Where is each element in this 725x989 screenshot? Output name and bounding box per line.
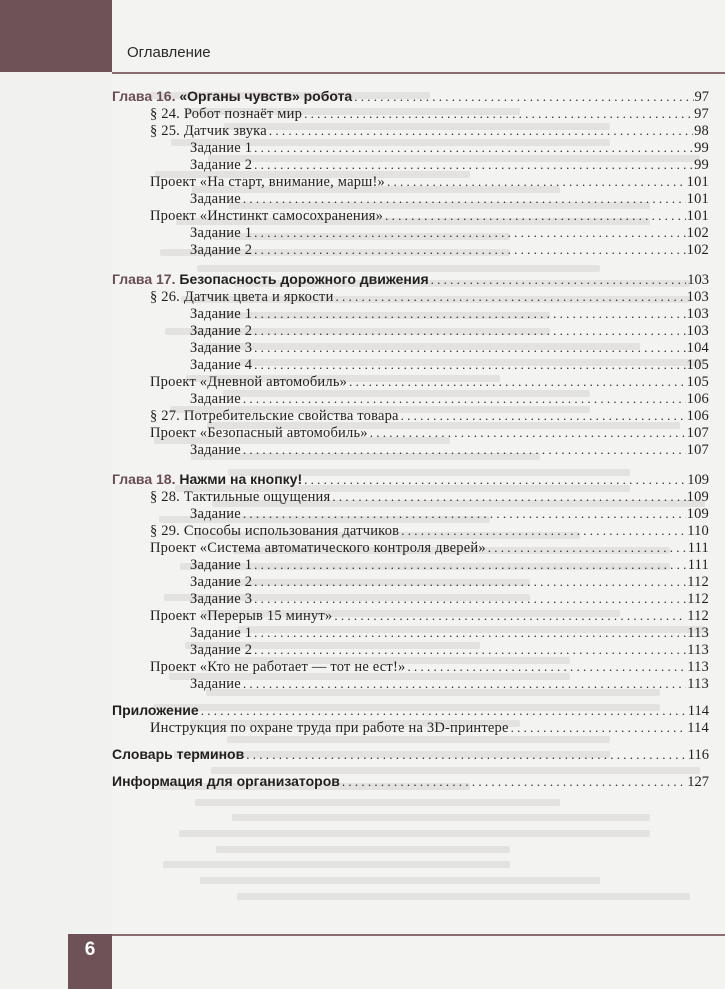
- toc-page-number: 111: [687, 557, 709, 573]
- toc-entry-label: [190, 357, 254, 374]
- toc-page-number: 101: [686, 208, 709, 224]
- toc-page-number: 113: [687, 659, 709, 675]
- leader-dots: [254, 641, 686, 658]
- toc-page-number: 105: [686, 357, 709, 373]
- toc-page-number: 109: [686, 506, 709, 522]
- leader-dots: [370, 424, 686, 441]
- toc-page-number: 127: [687, 774, 709, 790]
- chapter-number: Глава 17.: [112, 271, 176, 287]
- leader-dots: [401, 407, 686, 424]
- toc-entry-text: Словарь терминов: [112, 746, 245, 762]
- leader-dots: [304, 105, 693, 122]
- toc-entry-text: § 24. Робот познаёт мир: [150, 106, 303, 122]
- toc-entry-task[interactable]: [112, 356, 709, 373]
- leader-dots: [254, 305, 685, 322]
- toc-entry-text: Инструкция по охране труда при работе на 3D-принтере: [150, 720, 509, 736]
- toc-page-number: 101: [686, 174, 709, 190]
- show-through-line: [195, 799, 560, 806]
- toc-entry-label: [190, 591, 254, 608]
- toc-entry-text: Задание 1: [190, 140, 253, 156]
- toc-entry-text: Задание 2: [190, 642, 253, 658]
- chapter-number: Глава 18.: [112, 471, 176, 487]
- toc-entry-label: [190, 323, 254, 340]
- leader-dots: [243, 441, 686, 458]
- toc-entry-label: [150, 540, 488, 557]
- leader-dots: [254, 139, 693, 156]
- toc-entry-task[interactable]: [112, 322, 709, 339]
- toc-entry-label: [150, 208, 385, 225]
- toc-entry-project[interactable]: [112, 539, 709, 556]
- toc-entry-section[interactable]: [112, 407, 709, 424]
- leader-dots: [304, 471, 686, 488]
- toc-entry-label: [190, 642, 254, 659]
- toc-entry-top[interactable]: [112, 702, 709, 719]
- toc-entry-project[interactable]: [112, 207, 709, 224]
- toc-entry-text: Задание: [190, 676, 241, 692]
- toc-page-number: 105: [686, 374, 709, 390]
- toc-page-number: 109: [686, 489, 709, 505]
- toc-entry-text: Задание: [190, 442, 241, 458]
- toc-entry-label: [190, 157, 254, 174]
- leader-dots: [385, 207, 686, 224]
- show-through-line: [237, 893, 690, 900]
- leader-dots: [201, 702, 687, 719]
- toc-entry-label: [150, 374, 349, 391]
- toc-page-number: 99: [694, 140, 709, 156]
- toc-entry-section[interactable]: [112, 488, 709, 505]
- toc-entry-task[interactable]: [112, 139, 709, 156]
- toc-entry-text: Задание: [190, 191, 241, 207]
- toc-page-number: 106: [686, 391, 709, 407]
- leader-dots: [254, 356, 685, 373]
- toc-entry-text: Задание 2: [190, 157, 253, 173]
- toc-entry-text: Задание 1: [190, 225, 253, 241]
- toc-entry-chapter[interactable]: [112, 271, 709, 288]
- show-through-line: [179, 830, 650, 837]
- toc-entry-text: Задание 2: [190, 574, 253, 590]
- toc-entry-label: [150, 425, 370, 442]
- toc-entry-task[interactable]: [112, 441, 709, 458]
- leader-dots: [511, 719, 687, 736]
- leader-dots: [332, 488, 685, 505]
- toc-spacer: [112, 736, 709, 746]
- toc-entry-text: Задание: [190, 506, 241, 522]
- toc-page-number: 102: [686, 242, 709, 258]
- toc-entry-text: «Органы чувств» робота: [179, 88, 353, 104]
- show-through-line: [232, 814, 650, 821]
- toc-page-number: 107: [686, 442, 709, 458]
- toc-entry-project[interactable]: [112, 424, 709, 441]
- toc-entry-text: Проект «Кто не работает — тот не ест!»: [150, 659, 406, 675]
- toc-entry-label: [150, 523, 401, 540]
- toc-entry-text: Задание 1: [190, 557, 253, 573]
- toc-entry-label: [190, 225, 254, 242]
- toc-page-number: 112: [687, 574, 709, 590]
- toc-entry-task[interactable]: [112, 556, 709, 573]
- leader-dots: [431, 271, 687, 288]
- toc-entry-task[interactable]: [112, 241, 709, 258]
- footer-divider: [112, 934, 725, 936]
- toc-entry-text: § 28. Тактильные ощущения: [150, 489, 331, 505]
- toc-entry-label: [150, 659, 407, 676]
- toc-page-number: 111: [687, 540, 709, 556]
- toc-entry-task[interactable]: [112, 624, 709, 641]
- toc-entry-task[interactable]: [112, 390, 709, 407]
- leader-dots: [243, 675, 686, 692]
- toc-entry-label: [112, 773, 342, 790]
- toc-entry-task[interactable]: [112, 590, 709, 607]
- toc-entry-text: Проект «Инстинкт самосохранения»: [150, 208, 384, 224]
- toc-entry-text: Информация для организаторов: [112, 773, 340, 789]
- toc-entry-label: [190, 340, 254, 357]
- toc-entry-text: § 26. Датчик цвета и яркости: [150, 289, 334, 305]
- toc-entry-text: Безопасность дорожного движения: [179, 271, 429, 287]
- toc-entry-label: [150, 106, 304, 123]
- toc-entry-text: Задание: [190, 391, 241, 407]
- leader-dots: [243, 190, 686, 207]
- toc-entry-text: § 29. Способы использования датчиков: [150, 523, 400, 539]
- toc-page-number: 104: [686, 340, 709, 356]
- toc-entry-label: [190, 242, 254, 259]
- toc-page-number: 113: [687, 676, 709, 692]
- toc-entry-label: [190, 442, 243, 459]
- toc-entry-label: [150, 608, 334, 625]
- leader-dots: [342, 773, 686, 790]
- toc-page-number: 101: [686, 191, 709, 207]
- toc-entry-task[interactable]: [112, 190, 709, 207]
- toc-entry-chapter[interactable]: [112, 88, 709, 105]
- toc-entry-section[interactable]: [112, 719, 709, 736]
- toc-entry-task[interactable]: [112, 339, 709, 356]
- toc-entry-text: Задание 3: [190, 340, 253, 356]
- toc-entry-label: [150, 408, 401, 425]
- toc-entry-label: [112, 271, 431, 288]
- toc-page-number: 99: [694, 157, 709, 173]
- toc-entry-label: [190, 191, 243, 208]
- toc-page-number: 112: [687, 608, 709, 624]
- toc-entry-label: [150, 289, 336, 306]
- toc-page-number: 98: [694, 123, 709, 139]
- toc-entry-label: [150, 720, 511, 737]
- toc-entry-text: Задание 2: [190, 242, 253, 258]
- toc-entry-text: Проект «Перерыв 15 минут»: [150, 608, 333, 624]
- toc-entry-label: [190, 391, 243, 408]
- leader-dots: [401, 522, 686, 539]
- leader-dots: [254, 156, 693, 173]
- toc-page-number: 113: [687, 642, 709, 658]
- chapter-number: Глава 16.: [112, 88, 176, 104]
- toc-entry-section[interactable]: [112, 522, 709, 539]
- toc-entry-label: [150, 174, 387, 191]
- toc-entry-text: Задание 2: [190, 323, 253, 339]
- toc-entry-label: [150, 123, 269, 140]
- toc-spacer: [112, 458, 709, 471]
- toc-page-number: 103: [686, 323, 709, 339]
- leader-dots: [269, 122, 693, 139]
- leader-dots: [254, 573, 686, 590]
- toc-entry-text: Проект «Система автоматического контроля дверей»: [150, 540, 486, 556]
- toc-page-number: 106: [686, 408, 709, 424]
- leader-dots: [254, 224, 685, 241]
- toc-page-number: 102: [686, 225, 709, 241]
- leader-dots: [254, 241, 685, 258]
- toc-entry-text: Проект «Дневной автомобиль»: [150, 374, 348, 390]
- toc-entry-label: [112, 471, 304, 488]
- toc-spacer: [112, 763, 709, 773]
- leader-dots: [254, 590, 686, 607]
- leader-dots: [488, 539, 687, 556]
- toc-spacer: [112, 692, 709, 702]
- page-title: Оглавление: [127, 44, 211, 61]
- toc-entry-task[interactable]: [112, 224, 709, 241]
- toc-entry-task[interactable]: [112, 505, 709, 522]
- toc-entry-text: § 27. Потребительские свойства товара: [150, 408, 399, 424]
- toc-entry-top[interactable]: [112, 773, 709, 790]
- toc-page-number: 97: [694, 89, 709, 105]
- table-of-contents: [112, 88, 709, 790]
- leader-dots: [354, 88, 693, 105]
- toc-entry-label: [190, 625, 254, 642]
- leader-dots: [254, 556, 687, 573]
- toc-entry-label: [190, 557, 254, 574]
- toc-entry-label: [112, 88, 354, 105]
- toc-entry-task[interactable]: [112, 641, 709, 658]
- leader-dots: [407, 658, 686, 675]
- toc-entry-task[interactable]: [112, 675, 709, 692]
- toc-entry-label: [150, 489, 332, 506]
- leader-dots: [387, 173, 686, 190]
- leader-dots: [243, 505, 686, 522]
- toc-page-number: 107: [686, 425, 709, 441]
- toc-entry-top[interactable]: [112, 746, 709, 763]
- toc-entry-label: [190, 506, 243, 523]
- leader-dots: [254, 339, 685, 356]
- toc-page-number: 103: [686, 289, 709, 305]
- toc-page-number: 114: [687, 720, 709, 736]
- leader-dots: [243, 390, 686, 407]
- leader-dots: [254, 322, 685, 339]
- toc-entry-text: Нажми на кнопку!: [179, 471, 303, 487]
- toc-entry-label: [112, 702, 201, 719]
- toc-entry-project[interactable]: [112, 607, 709, 624]
- toc-entry-project[interactable]: [112, 658, 709, 675]
- toc-page-number: 114: [687, 703, 709, 719]
- toc-entry-text: Задание 3: [190, 591, 253, 607]
- show-through-line: [216, 846, 510, 853]
- leader-dots: [246, 746, 687, 763]
- toc-page-number: 112: [687, 591, 709, 607]
- toc-entry-label: [190, 306, 254, 323]
- leader-dots: [254, 624, 686, 641]
- toc-entry-task[interactable]: [112, 156, 709, 173]
- leader-dots: [349, 373, 686, 390]
- toc-entry-project[interactable]: [112, 373, 709, 390]
- show-through-line: [163, 861, 510, 868]
- show-through-line: [200, 877, 600, 884]
- toc-entry-chapter[interactable]: [112, 471, 709, 488]
- toc-spacer: [112, 258, 709, 271]
- toc-entry-project[interactable]: [112, 173, 709, 190]
- toc-page-number: 113: [687, 625, 709, 641]
- toc-entry-text: Приложение: [112, 702, 199, 718]
- toc-entry-task[interactable]: [112, 573, 709, 590]
- toc-entry-text: Проект «Безопасный автомобиль»: [150, 425, 368, 441]
- toc-page-number: 109: [687, 472, 709, 488]
- toc-entry-section[interactable]: [112, 122, 709, 139]
- toc-entry-text: § 25. Датчик звука: [150, 123, 267, 139]
- toc-entry-label: [190, 140, 254, 157]
- toc-entry-section[interactable]: [112, 288, 709, 305]
- toc-page-number: 116: [687, 747, 709, 763]
- toc-entry-section[interactable]: [112, 105, 709, 122]
- leader-dots: [336, 288, 686, 305]
- toc-entry-label: [190, 676, 243, 693]
- toc-entry-task[interactable]: [112, 305, 709, 322]
- toc-entry-label: [190, 574, 254, 591]
- toc-page-number: 97: [694, 106, 709, 122]
- toc-entry-text: Задание 4: [190, 357, 253, 373]
- toc-entry-label: [112, 746, 246, 763]
- toc-entry-text: Проект «На старт, внимание, марш!»: [150, 174, 386, 190]
- leader-dots: [334, 607, 686, 624]
- toc-entry-text: Задание 1: [190, 625, 253, 641]
- toc-page-number: 110: [687, 523, 709, 539]
- toc-page-number: 103: [686, 306, 709, 322]
- page-number: 6: [84, 939, 96, 960]
- toc-entry-text: Задание 1: [190, 306, 253, 322]
- toc-page-number: 103: [687, 272, 709, 288]
